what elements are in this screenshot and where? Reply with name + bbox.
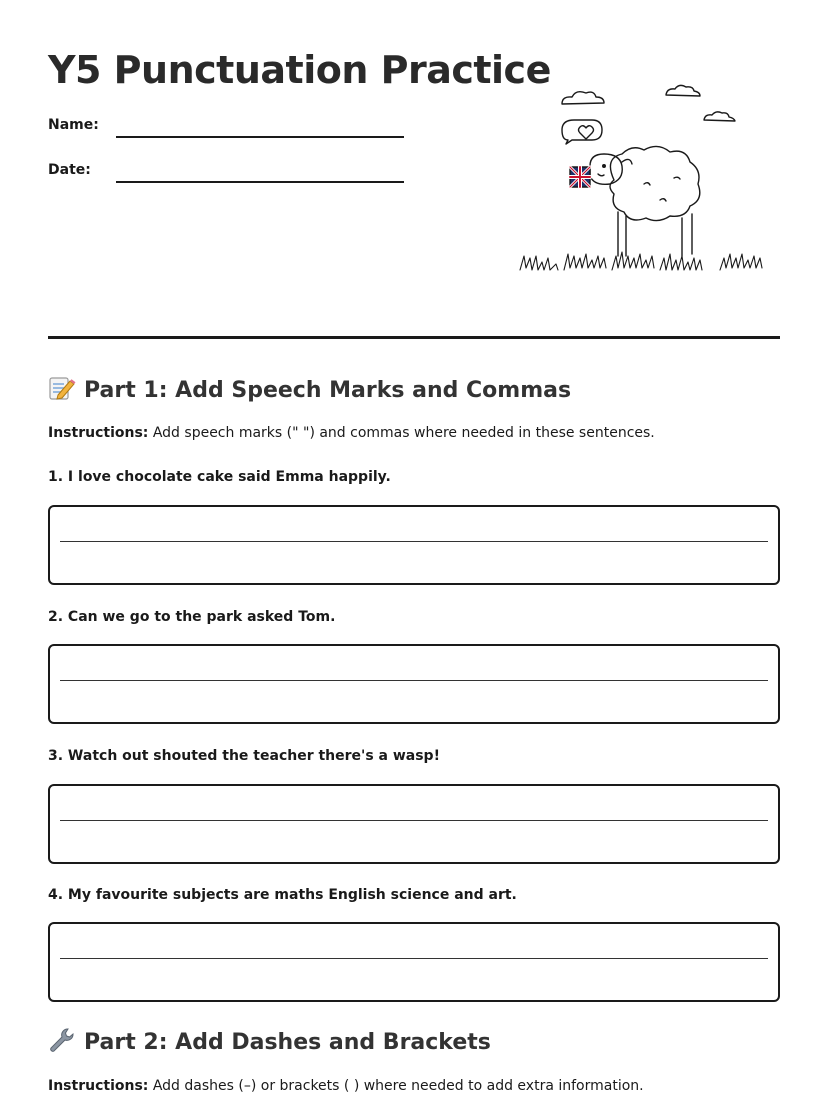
- instructions-label: Instructions:: [48, 425, 149, 441]
- instructions-label: Instructions:: [48, 1078, 149, 1094]
- answer-box-1[interactable]: [48, 505, 780, 585]
- answer-line: [60, 541, 768, 542]
- answer-box-3[interactable]: [48, 784, 780, 864]
- instructions-text: Add speech marks (" ") and commas where needed in these sentences.: [148, 425, 655, 441]
- answer-box-4[interactable]: [48, 922, 780, 1002]
- page-title: Y5 Punctuation Practice: [48, 48, 551, 92]
- answer-line: [60, 958, 768, 959]
- question-4: 4. My favourite subjects are maths English science and art.: [48, 887, 517, 903]
- wrench-icon: [48, 1027, 76, 1053]
- date-field[interactable]: [48, 162, 408, 186]
- answer-line: [60, 680, 768, 681]
- date-label: Date:: [48, 162, 91, 178]
- cloud-icon: [562, 85, 735, 121]
- instructions-text: Add dashes (–) or brackets ( ) where needed to add extra information.: [148, 1078, 644, 1094]
- sheep-icon: [590, 146, 700, 256]
- part-2-heading-text: Part 2: Add Dashes and Brackets: [84, 1030, 491, 1055]
- memo-pencil-icon: [48, 375, 76, 401]
- question-2: 2. Can we go to the park asked Tom.: [48, 609, 336, 625]
- name-field[interactable]: [48, 117, 408, 141]
- name-write-line[interactable]: [116, 136, 404, 138]
- part-1-instructions: [48, 425, 655, 441]
- question-1: 1. I love chocolate cake said Emma happily.: [48, 469, 391, 485]
- answer-box-2[interactable]: [48, 644, 780, 724]
- question-3: 3. Watch out shouted the teacher there's a wasp!: [48, 748, 440, 764]
- sheep-illustration: [514, 80, 778, 280]
- speech-bubble-heart-icon: [562, 120, 602, 144]
- answer-line: [60, 820, 768, 821]
- part-2-instructions: [48, 1078, 644, 1094]
- uk-flag-icon: [570, 167, 590, 187]
- name-label: Name:: [48, 117, 99, 133]
- grass-icon: [520, 252, 762, 270]
- part-1-heading: [48, 375, 571, 403]
- part-2-heading: [48, 1027, 491, 1055]
- section-divider: [48, 336, 780, 339]
- part-1-heading-text: Part 1: Add Speech Marks and Commas: [84, 378, 572, 403]
- date-write-line[interactable]: [116, 181, 404, 183]
